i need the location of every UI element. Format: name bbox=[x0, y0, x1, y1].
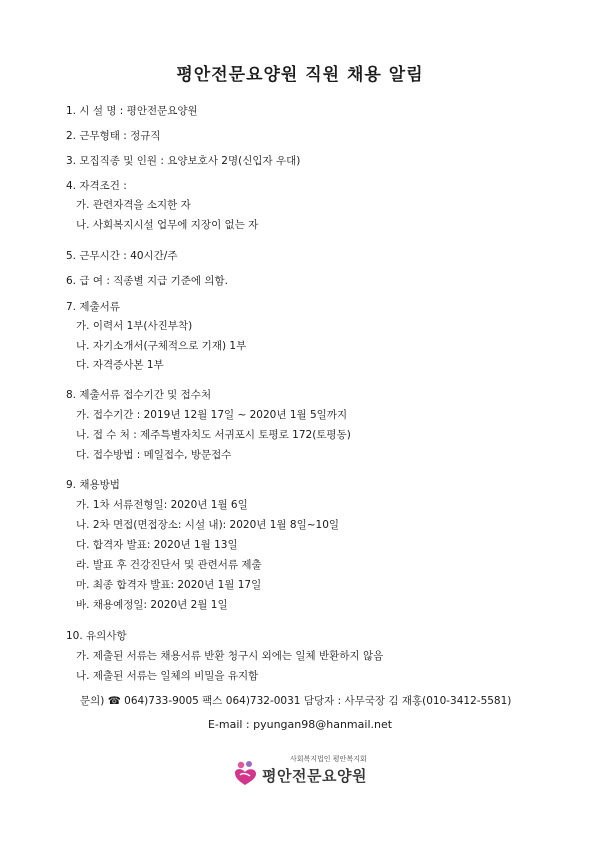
item-application-b: 나. 접 수 처 : 제주특별자치도 서귀포시 토평로 172(토평동) bbox=[76, 429, 351, 441]
item-documents-a: 가. 이력서 1부(사진부착) bbox=[76, 320, 193, 332]
item-qualification-a: 가. 관련자격을 소지한 자 bbox=[76, 199, 191, 211]
item-documents-c: 다. 자격증사본 1부 bbox=[76, 359, 164, 371]
item-application-c: 다. 접수방법 : 메일접수, 방문접수 bbox=[76, 449, 232, 461]
item-process-d: 라. 발표 후 건강진단서 및 관련서류 제출 bbox=[76, 559, 262, 571]
item-salary: 6. 급 여 : 직종별 지급 기준에 의함. bbox=[66, 275, 228, 287]
item-process-c: 다. 합격자 발표: 2020년 1월 13일 bbox=[76, 539, 238, 551]
item-process-a: 가. 1차 서류전형일: 2020년 1월 6일 bbox=[76, 499, 248, 511]
item-notes-a: 가. 제출된 서류는 채용서류 반환 청구시 외에는 일체 반환하지 않음 bbox=[76, 650, 384, 662]
org-name: 평안전문요양원 bbox=[262, 767, 367, 785]
item-qualification-heading: 4. 자격조건 : bbox=[66, 180, 127, 192]
contact-line: 문의) ☎ 064)733-9005 팩스 064)732-0031 담당자 : 사무국장 김 재홍(010-3412-5581) bbox=[80, 695, 512, 707]
item-notes-b: 나. 제출된 서류는 일체의 비밀을 유지함 bbox=[76, 670, 259, 682]
item-process-e: 마. 최종 합격자 발표: 2020년 1월 17일 bbox=[76, 579, 262, 591]
item-documents-b: 나. 자기소개서(구체적으로 기재) 1부 bbox=[76, 340, 247, 352]
item-process-heading: 9. 채용방법 bbox=[66, 479, 120, 491]
item-process-f: 바. 채용예정일: 2020년 2월 1일 bbox=[76, 599, 228, 611]
item-facility: 1. 시 설 명 : 평안전문요양원 bbox=[66, 105, 198, 117]
item-application-a: 가. 접수기간 : 2019년 12월 17일 ~ 2020년 1월 5일까지 bbox=[76, 409, 348, 421]
item-notes-heading: 10. 유의사항 bbox=[66, 630, 127, 642]
item-documents-heading: 7. 제출서류 bbox=[66, 301, 120, 313]
item-employment-type: 2. 근무형태 : 정규직 bbox=[66, 130, 161, 142]
page-title: 평안전문요양원 직원 채용 알림 bbox=[176, 65, 424, 85]
item-qualification-b: 나. 사회복지시설 업무에 지장이 없는 자 bbox=[76, 219, 259, 231]
item-process-b: 나. 2차 면접(면접장소: 시설 내): 2020년 1월 8일~10일 bbox=[76, 519, 340, 531]
email-line: E-mail : pyungan98@hanmail.net bbox=[207, 718, 393, 731]
footer-logo bbox=[232, 752, 372, 792]
heart-logo-icon bbox=[232, 758, 260, 786]
item-application-heading: 8. 제출서류 접수기간 및 접수처 bbox=[66, 389, 212, 401]
item-work-hours: 5. 근무시간 : 40시간/주 bbox=[66, 250, 178, 262]
item-recruit-position: 3. 모집직종 및 인원 : 요양보호사 2명(신입자 우대) bbox=[66, 155, 301, 167]
org-parent-name: 사회복지법인 평안복지회 bbox=[290, 755, 367, 763]
